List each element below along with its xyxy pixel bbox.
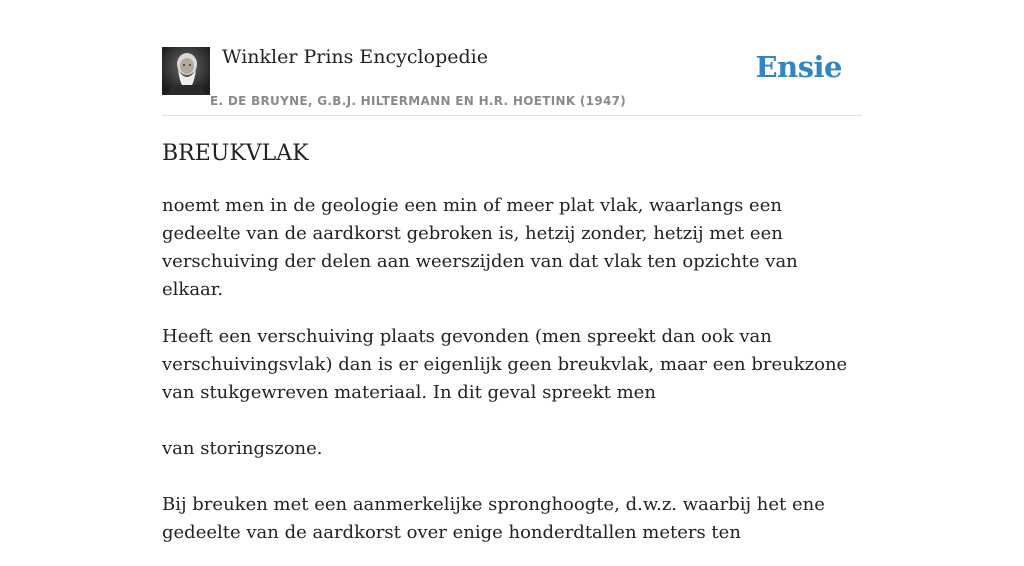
article-body	[162, 192, 862, 566]
paragraph: Bij breuken met een aanmerkelijke spronghoogte, d.w.z. waarbij het ene gedeelte van de aardkorst over enige honderdtallen meters ten	[162, 494, 825, 543]
paragraph: noemt men in de geologie een min of meer plat vlak, waarlangs een gedeelte van de aardkorst gebroken is, hetzij zonder, hetzij met een verschuiving der delen aan weerszijden van dat vlak ten opzichte van elkaar.	[162, 195, 798, 300]
portrait-photo-icon	[162, 47, 210, 95]
source-title[interactable]: Winkler Prins Encyclopedie	[222, 46, 488, 68]
paragraph: Heeft een verschuiving plaats gevonden (men spreekt dan ook van verschuivingsvlak) dan is er eigenlijk geen breukvlak, maar een breukzone van stukgewreven materiaal. In dit geval spreekt men	[162, 326, 848, 403]
source-header	[162, 0, 862, 116]
brand-logo[interactable]: Ensie	[755, 50, 842, 84]
paragraph: van storingszone.	[162, 438, 323, 459]
content-container	[162, 0, 862, 543]
authors-line: E. DE BRUYNE, G.B.J. HILTERMANN EN H.R. HOETINK (1947)	[210, 94, 627, 108]
author-avatar[interactable]	[162, 47, 210, 95]
article-title: BREUKVLAK	[162, 141, 309, 166]
